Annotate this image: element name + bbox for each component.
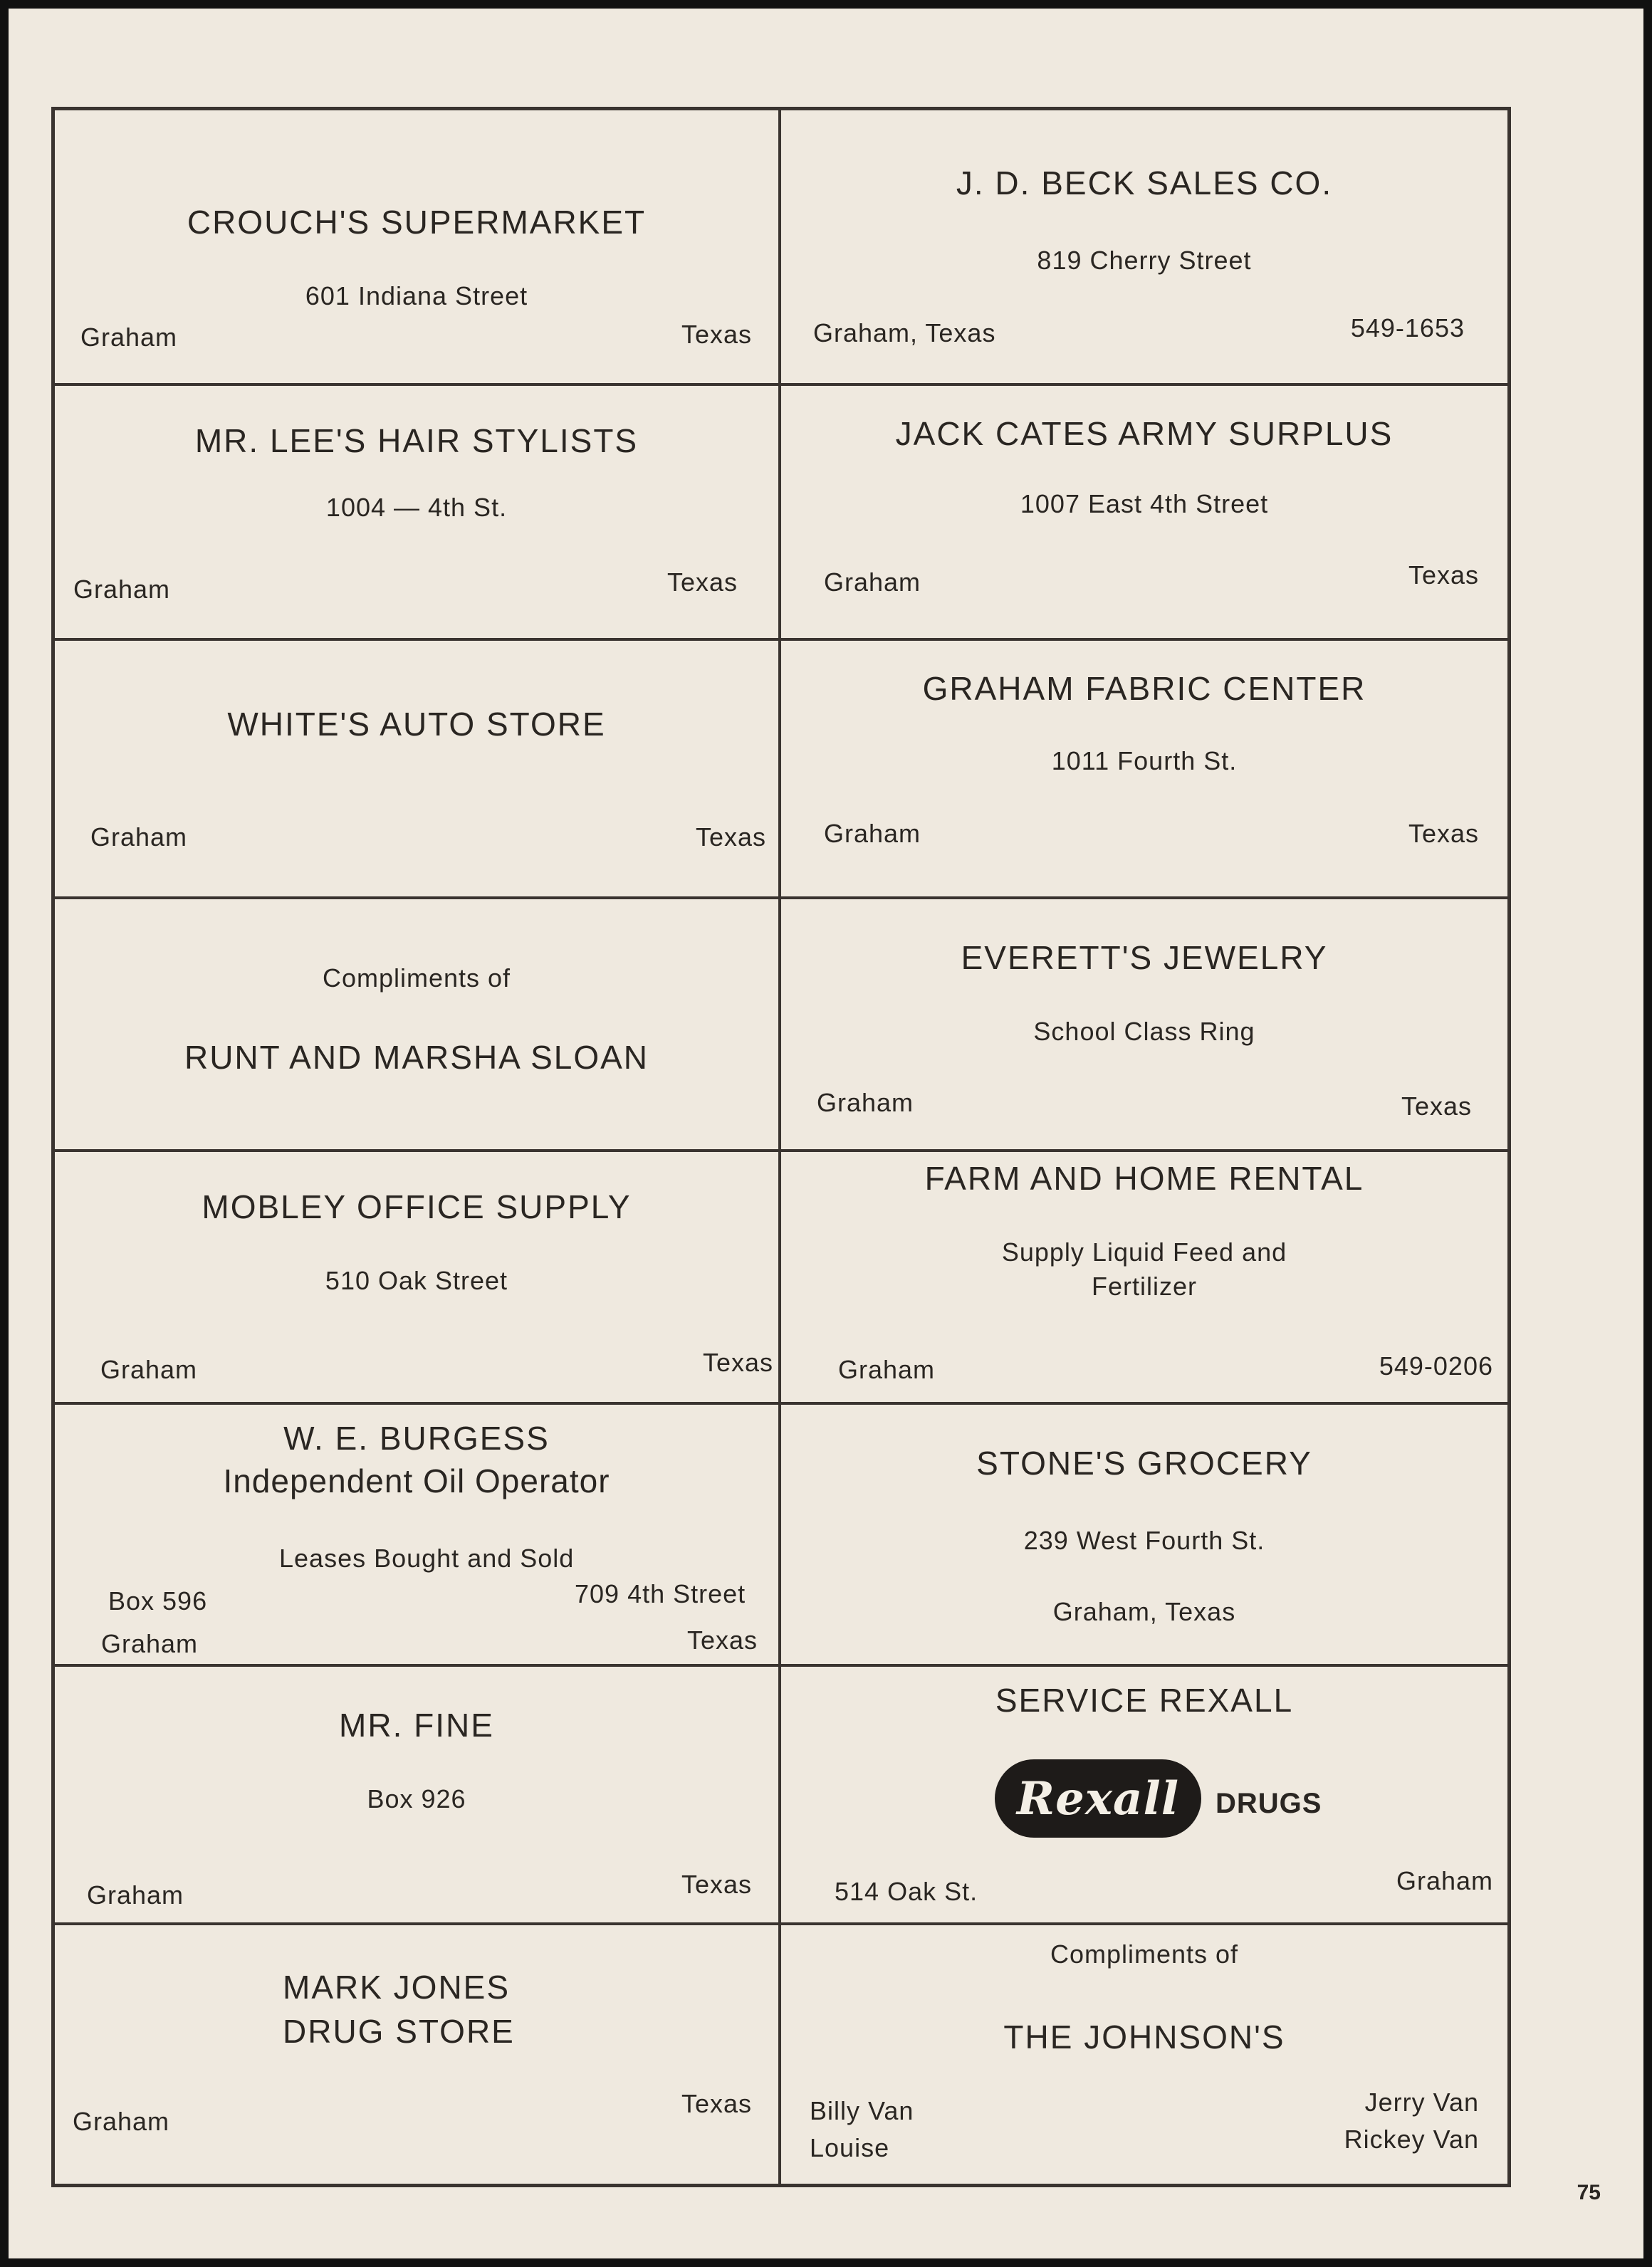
ad-address: 239 West Fourth St. xyxy=(1023,1526,1265,1555)
ad-name: CROUCH'S SUPERMARKET xyxy=(187,204,647,241)
ad-state: Texas xyxy=(1401,1091,1472,1121)
ad-city: Graham xyxy=(101,1629,199,1658)
ad-mobley-office-supply xyxy=(55,1152,781,1405)
ad-city: Graham xyxy=(87,1880,184,1910)
ad-address: 819 Cherry Street xyxy=(1037,246,1252,275)
ad-name: FARM AND HOME RENTAL xyxy=(924,1160,1364,1197)
ad-city: Graham xyxy=(80,323,178,352)
page-number: 75 xyxy=(1577,2181,1601,2204)
ad-city: Graham xyxy=(100,1355,198,1384)
ad-name: W. E. BURGESS xyxy=(283,1420,550,1457)
ad-city: Graham xyxy=(824,819,921,848)
ad-state: Texas xyxy=(681,320,753,349)
ad-state: Texas xyxy=(667,567,738,597)
ad-city: Graham xyxy=(73,2107,170,2136)
ad-address: 514 Oak St. xyxy=(835,1877,978,1906)
ad-state: Texas xyxy=(696,822,767,852)
ad-farm-and-home-rental xyxy=(781,1152,1507,1405)
ad-name: J. D. BECK SALES CO. xyxy=(956,164,1333,201)
ad-name-line-2: DRUG STORE xyxy=(283,2013,515,2050)
ad-family-left-2: Louise xyxy=(810,2133,890,2162)
ad-grid xyxy=(51,107,1511,2187)
ad-name: RUNT AND MARSHA SLOAN xyxy=(184,1039,649,1076)
ad-mr-fine xyxy=(55,1667,781,1925)
ad-address: 601 Indiana Street xyxy=(305,281,528,310)
rexall-logo xyxy=(995,1759,1201,1838)
ad-everetts-jewelry xyxy=(781,899,1507,1152)
ad-phone: 549-0206 xyxy=(1379,1351,1493,1381)
ad-intro: Compliments of xyxy=(322,963,511,993)
ad-tagline-1: Supply Liquid Feed and xyxy=(1001,1237,1287,1267)
ad-tagline: Leases Bought and Sold xyxy=(279,1544,575,1573)
ad-the-johnsons xyxy=(781,1925,1507,2184)
ad-family-left-1: Billy Van xyxy=(810,2096,914,2125)
ad-address: 1004 — 4th St. xyxy=(325,493,508,522)
ad-mark-jones-drug-store xyxy=(55,1925,781,2184)
ad-address: 1007 East 4th Street xyxy=(1020,489,1269,518)
ad-name: GRAHAM FABRIC CENTER xyxy=(922,670,1366,707)
yearbook-page xyxy=(9,9,1643,2258)
ad-name: EVERETT'S JEWELRY xyxy=(961,939,1328,976)
ad-jd-beck-sales xyxy=(781,110,1507,386)
ad-state: Texas xyxy=(1408,819,1479,848)
ad-city: Graham xyxy=(838,1355,936,1384)
ad-address: 510 Oak Street xyxy=(325,1266,508,1295)
ad-name: WHITE'S AUTO STORE xyxy=(227,706,606,743)
ad-mr-lees-hair-stylists xyxy=(55,386,781,641)
ad-family-right-2: Rickey Van xyxy=(1344,2125,1479,2154)
rexall-logo-text: Rexall xyxy=(1016,1771,1180,1826)
ad-graham-fabric-center xyxy=(781,641,1507,899)
ad-box: Box 926 xyxy=(367,1784,466,1813)
ad-city: Graham, Texas xyxy=(1052,1597,1236,1626)
ad-intro: Compliments of xyxy=(1050,1939,1239,1969)
ad-name: STONE'S GROCERY xyxy=(976,1445,1312,1482)
ad-city: Graham xyxy=(90,822,188,852)
ad-tagline-2: Fertilizer xyxy=(1091,1272,1197,1301)
ad-whites-auto-store xyxy=(55,641,781,899)
ad-name: MR. LEE'S HAIR STYLISTS xyxy=(194,422,639,459)
ad-jack-cates-army-surplus xyxy=(781,386,1507,641)
ad-name: THE JOHNSON'S xyxy=(1003,2019,1285,2056)
ad-city: Graham, Texas xyxy=(813,318,996,347)
ad-service-rexall xyxy=(781,1667,1507,1925)
rexall-drugs-label: DRUGS xyxy=(1216,1788,1322,1819)
ad-address: 1011 Fourth St. xyxy=(1051,746,1238,775)
ad-state: Texas xyxy=(1408,560,1479,590)
ad-state: Texas xyxy=(681,1870,753,1899)
ad-state: Texas xyxy=(687,1625,758,1655)
ad-city: Graham xyxy=(1396,1866,1493,1895)
ad-city: Graham xyxy=(824,567,921,597)
ad-name: JACK CATES ARMY SURPLUS xyxy=(895,415,1394,452)
ad-we-burgess xyxy=(55,1405,781,1667)
ad-subtitle: Independent Oil Operator xyxy=(223,1462,610,1499)
ad-tagline: School Class Ring xyxy=(1033,1017,1255,1046)
ad-name: SERVICE REXALL xyxy=(995,1682,1294,1719)
ad-state: Texas xyxy=(681,2089,753,2118)
ad-name: MOBLEY OFFICE SUPPLY xyxy=(202,1188,632,1225)
ad-family-right-1: Jerry Van xyxy=(1364,2088,1479,2117)
ad-name-line-1: MARK JONES xyxy=(283,1969,511,2006)
ad-phone: 549-1653 xyxy=(1350,313,1465,342)
ad-runt-and-marsha-sloan xyxy=(55,899,781,1152)
ad-crouchs-supermarket xyxy=(55,110,781,386)
ad-address: 709 4th Street xyxy=(575,1579,746,1608)
ad-box: Box 596 xyxy=(108,1586,208,1616)
ad-stones-grocery xyxy=(781,1405,1507,1667)
ad-name: MR. FINE xyxy=(339,1707,494,1744)
ad-state: Texas xyxy=(703,1348,774,1377)
ad-city: Graham xyxy=(817,1088,914,1117)
ad-city: Graham xyxy=(73,575,171,604)
